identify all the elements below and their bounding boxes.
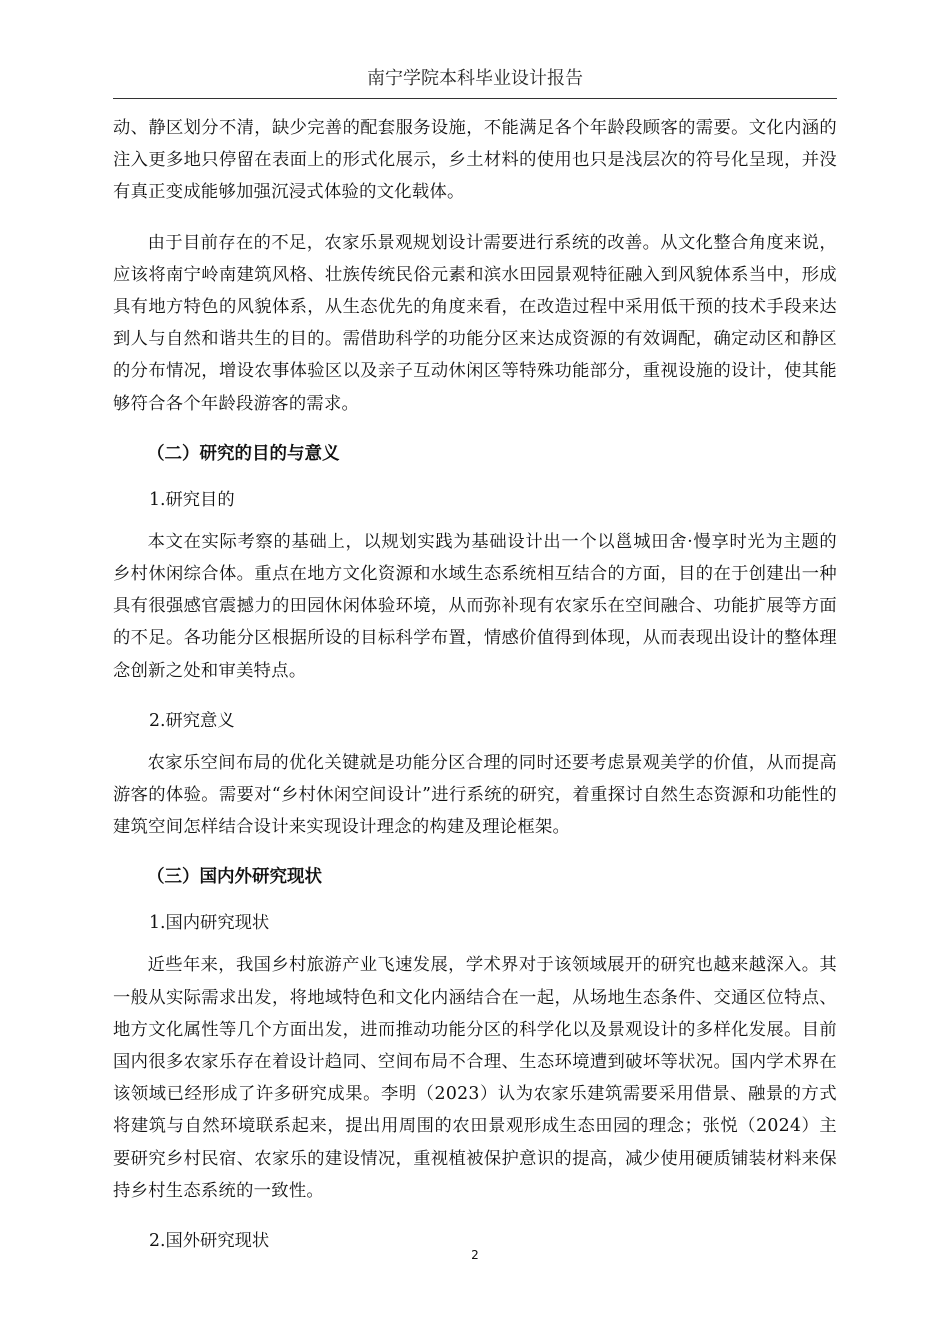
paragraph-research-significance: 农家乐空间布局的优化关键就是功能分区合理的同时还要考虑景观美学的价值，从而提高游客的体验。需要对“乡村休闲空间设计”进行系统的研究，着重探讨自然生态资源和功能性的建筑空间怎样结合设计来实现设计理念的构建及理论框架。 xyxy=(113,752,837,838)
running-header: 南宁学院本科毕业设计报告 xyxy=(367,68,583,89)
page-number: 2 xyxy=(471,1248,479,1262)
subheading-foreign-status: 2.国外研究现状 xyxy=(149,1231,270,1252)
page-content xyxy=(113,112,837,1267)
subheading-domestic-status: 1.国内研究现状 xyxy=(149,913,270,934)
section-heading-purpose-significance: （二）研究的目的与意义 xyxy=(147,443,340,464)
paragraph-domestic-status: 近些年来，我国乡村旅游产业飞速发展，学术界对于该领域展开的研究也越来越深入。其一般从实际需求出发，将地域特色和文化内涵结合在一起，从场地生态条件、交通区位特点、地方文化属性等几个方面出发，进而推动功能分区的科学化以及景观设计的多样化发展。目前国内很多农家乐存在着设计趋同、空间布局不合理、生态环境遭到破坏等状况。国内学术界在该领域已经形成了许多研究成果。李明（2023）认为农家乐建筑需要采用借景、融景的方式将建筑与自然环境联系起来，提出用周围的农田景观形成生态田园的理念；张悦（2024）主要研究乡村民宿、农家乐的建设情况，重视植被保护意识的提高，减少使用硬质铺装材料来保持乡村生态系统的一致性。 xyxy=(113,955,837,1201)
paragraph-continued: 动、静区划分不清，缺少完善的配套服务设施，不能满足各个年龄段顾客的需要。文化内涵的注入更多地只停留在表面上的形式化展示，乡土材料的使用也只是浅层次的符号化呈现，并没有真正变成能够加强沉浸式体验的文化载体。 xyxy=(113,118,837,203)
subheading-research-significance: 2.研究意义 xyxy=(149,710,235,731)
header-rule xyxy=(113,98,837,99)
section-heading-research-status: （三）国内外研究现状 xyxy=(147,867,322,888)
paragraph-improvement: 由于目前存在的不足，农家乐景观规划设计需要进行系统的改善。从文化整合角度来说，应该将南宁岭南建筑风格、壮族传统民俗元素和滨水田园景观特征融入到风貌体系当中，形成具有地方特色的风貌体系，从生态优先的角度来看，在改造过程中采用低干预的技术手段来达到人与自然和谐共生的目的。需借助科学的功能分区来达成资源的有效调配，确定动区和静区的分布情况，增设农事体验区以及亲子互动休闲区等特殊功能部分，重视设施的设计，使其能够符合各个年龄段游客的需求。 xyxy=(113,232,837,414)
paragraph-research-purpose: 本文在实际考察的基础上，以规划实践为基础设计出一个以邕城田舍·慢享时光为主题的乡村休闲综合体。重点在地方文化资源和水域生态系统相互结合的方面，目的在于创建出一种具有很强感官震撼力的田园休闲体验环境，从而弥补现有农家乐在空间融合、功能扩展等方面的不足。各功能分区根据所设的目标科学布置，情感价值得到体现，从而表现出设计的整体理念创新之处和审美特点。 xyxy=(113,531,837,681)
subheading-research-purpose: 1.研究目的 xyxy=(149,489,235,510)
